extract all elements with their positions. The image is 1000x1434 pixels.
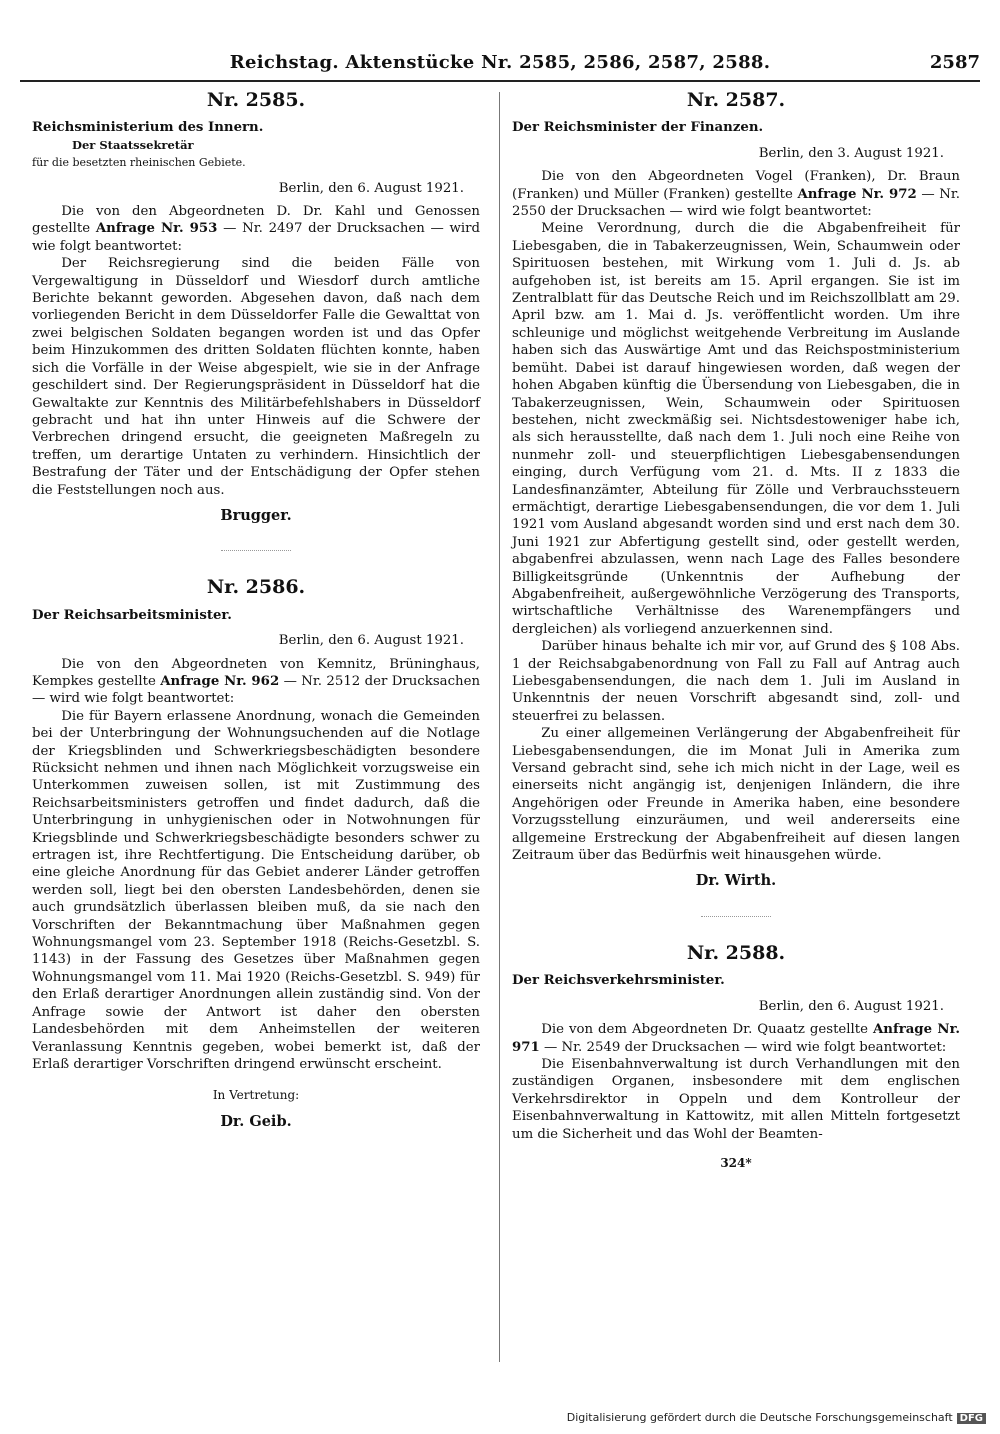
sender: Der Reichsarbeitsminister. [32, 607, 232, 623]
body-paragraph-3: Zu einer allgemeinen Verlängerung der Abgabenfreiheit für Liebesgabensendungen, die im Monat Juli in Amerika zum Versand gebracht sind, sehe ich mich nicht in der Lage, weil es einerseits nicht angängig ist, denjenigen Inländern, die ihre Angehörigen oder Freunde in Amerika haben, eine besondere Vorzugsstellung einzuräumen, und weil andererseits eine allgemeine Erstreckung der Abgabenfreiheit auf diesen langen Zeitraum über das Bedürfnis weit hinausgehen würde. [512, 726, 960, 864]
intro-paragraph [32, 203, 480, 255]
sender: Reichsministerium des Innern. [32, 120, 264, 136]
intro-text-end: — Nr. 2497 der Drucksachen — wird wie folgt beantwortet: [32, 221, 480, 254]
document-number: Nr. 2585. [206, 89, 306, 111]
intro-text-end: — Nr. 2549 der Drucksachen — wird wie folgt beantwortet: [539, 1039, 947, 1055]
intro-text-end: — Nr. 2550 der Drucksachen — wird wie folgt beantwortet: [512, 186, 960, 220]
anfrage-reference: Anfrage Nr. 971 [512, 1022, 960, 1055]
document-number: Nr. 2586. [206, 576, 306, 599]
intro-text: Die von den Abgeordneten D. Dr. Kahl und Genossen gestellte [32, 204, 480, 237]
document-2588 [512, 941, 960, 1143]
running-title: Reichstag. Aktenstücke Nr. 2585, 2586, 2587, 2588. [229, 52, 771, 73]
pre-signature: In Vertretung: [212, 1088, 300, 1103]
digitization-footer [567, 1411, 986, 1424]
intro-text-end: — Nr. 2512 der Drucksachen — wird wie folgt beantwortet: [32, 673, 481, 707]
intro-text: Die von den Abgeordneten Vogel (Franken), Dr. Braun (Franken) und Müller (Franken) gestellte [512, 169, 960, 202]
dateline: Berlin, den 6. August 1921. [278, 180, 464, 196]
dfg-logo: DFG [957, 1413, 986, 1424]
body-paragraph: Die für Bayern erlassene Anordnung, wonach die Gemeinden bei der Unterbringung der Wohnungsuchenden auf die Notlage der Kriegsblinden und Schwerkriegsbeschädigten besondere Rücksicht nehmen und ihnen nach Möglichkeit vorzugsweise ein Unterkommen zuweisen sollen, ist mit Zustimmung des Reichsarbeitsministers getroffen und findet dadurch, daß die Unterbringung in unhygienischen oder in Notwohnungen für Kriegsblinde und Schwerkriegsbeschädigte besonders schwer zu ertragen ist, ihre Rechtfertigung. Die Entscheidung darüber, ob eine gleiche Anordnung für das Gebiet anderer Länder getroffen werden soll, liegt bei den obersten Landesbehörden, denen sie auch grundsätzlich überlassen bleiben muß, da sie nach den Vorschriften der Bekanntmachung über Maßnahmen gegen Wohnungsmangel vom 23. September 1918 (Reichs-Gesetzbl. S. 1143) in der Fassung des Gesetzes über Maßnahmen gegen Wohnungsmangel vom 11. Mai 1920 (Reichs-Gesetzbl. S. 949) für den Erlaß derartiger Anordnungen allein zuständig sind. Von der Anfrage sowie der Antwort ist daher den obersten Landesbehörden mit dem Anheimstellen der weiteren Veranlassung Kenntnis gegeben, wobei bemerkt ist, daß der Erlaß derartiger Vorschriften dringend erwünscht erscheint. [32, 708, 480, 1072]
footer-text: Digitalisierung gefördert durch die Deutsche Forschungsgemeinschaft [566, 1411, 953, 1424]
document-number: Nr. 2588. [686, 941, 786, 964]
document-number: Nr. 2587. [686, 89, 786, 111]
section-separator [221, 550, 291, 551]
page-number: 2587 [929, 52, 980, 73]
body-paragraph-2: Darüber hinaus behalte ich mir vor, auf Grund des § 108 Abs. 1 der Reichsabgabenordnung von Fall zu Fall auf Antrag auch Liebesgabensendungen, die nach dem 1. Juli im Ausland in Unkenntnis der neuen Vorschrift abgesandt sind, zoll- und steuerfrei zu belassen. [512, 639, 960, 724]
intro-paragraph [32, 656, 480, 708]
intro-text: Die von dem Abgeordneten Dr. Quaatz gestellte [541, 1022, 873, 1038]
anfrage-reference: Anfrage Nr. 972 [797, 186, 917, 202]
anfrage-reference: Anfrage Nr. 962 [160, 673, 280, 689]
sender-note: für die besetzten rheinischen Gebiete. [32, 156, 246, 170]
intro-text: Die von den Abgeordneten von Kemnitz, Brüninghaus, Kempkes gestellte [32, 656, 480, 689]
signature: Brugger. [220, 506, 292, 524]
signature: Dr. Wirth. [695, 872, 777, 890]
signature: Dr. Geib. [220, 1112, 292, 1130]
page-header [20, 50, 980, 82]
body-paragraph: Der Reichsregierung sind die beiden Fälle von Vergewaltigung in Düsseldorf und Wiesdorf durch amtliche Berichte bekannt geworden. Abgesehen davon, daß nach dem vorliegenden Bericht in dem Düsseldorfer Falle die Gewalttat von zwei belgischen Soldaten begangen worden ist und das Opfer beim Hinzukommen des dritten Soldaten flüchten konnte, haben sich die Vorfälle in der Weise abgespielt, wie sie in der Anfrage geschildert sind. Der Regierungspräsident in Düsseldorf hat die Gewaltakte zur Kenntnis des Militärbefehlshabers in Düsseldorf gebracht und hat ihn unter Hinweis auf die Schwere der Verbrechen dringend ersucht, die geeigneten Maßregeln zu treffen, um derartige Untaten zu verhindern. Hinsichtlich der Bestrafung der Täter und der Entschädigung der Opfer stehen die Feststellungen noch aus. [32, 256, 480, 498]
dateline: Berlin, den 3. August 1921. [758, 145, 944, 161]
column-divider [499, 92, 500, 1362]
document-2586 [32, 576, 481, 1130]
dateline: Berlin, den 6. August 1921. [278, 633, 464, 649]
intro-paragraph [512, 1021, 960, 1056]
right-column [512, 89, 960, 1172]
document-2587 [512, 89, 960, 890]
document-2585 [32, 89, 480, 524]
sender: Der Reichsminister der Finanzen. [512, 120, 764, 136]
intro-paragraph [512, 168, 960, 220]
body-paragraph-1: Meine Verordnung, durch die die Abgabenfreiheit für Liebesgaben, die in Tabakerzeugnissen, Wein, Schaumwein oder Spirituosen bestehen, mit Wirkung vom 1. Juli d. Js. ab aufgehoben ist, ist bereits am 15. April ergangen. Sie ist im Zentralblatt für das Deutsche Reich und im Reichszollblatt am 29. April bzw. am 1. Mai d. Js. veröffentlicht worden. Um ihre schleunige und möglichst weitgehende Verbreitung im Auslande haben sich das Auswärtige Amt und das Reichspostministerium bemüht. Dabei ist darauf hingewiesen worden, daß wegen der hohen Abgaben künftig die Übersendung von Liebesgaben, die in Tabakerzeugnissen, Wein, Schaumwein oder Spirituosen bestehen, nicht zweckmäßig sei. Nichtsdestoweniger habe ich, als sich herausstellte, daß nach dem 1. Juli noch eine Reihe von nunmehr zoll- und steuerpflichtigen Liebesgabensendungen einging, durch Verfügung vom 21. d. Mts. II z 1833 die Landesfinanzämter, Abteilung für Zölle und Verbrauchssteuern ermächtigt, derartige Liebesgabensendungen, die vor dem 1. Juli 1921 vom Ausland abgesandt worden sind und erst nach dem 30. Juni 1921 zur Abfertigung gestellt sind, oder gestellt werden, abgabenfrei abzulassen, wenn nach Lage des Falles besondere Billigkeitsgründe (Unkenntnis der Aufhebung der Abgabenfreiheit, außergewöhnliche Verzögerung des Transports, wirtschaftliche Verhältnisse des Warenempfängers und dergleichen) als vorliegend anzuerkennen sind. [512, 221, 960, 637]
body-paragraph: Die Eisenbahnverwaltung ist durch Verhandlungen mit den zuständigen Organen, insbesondere mit dem englischen Verkehrsdirektor in Oppeln und dem Kontrolleur der Eisenbahnverwaltung in Kattowitz, mit allen Mitteln fortgesetzt um die Sicherheit und das Wohl der Beamten- [512, 1056, 960, 1142]
dateline: Berlin, den 6. August 1921. [758, 998, 944, 1014]
sender: Der Reichsverkehrsminister. [512, 973, 725, 989]
sender-sub: Der Staatssekretär [72, 137, 194, 152]
sheet-mark: 324* [720, 1155, 752, 1170]
section-separator [701, 916, 771, 917]
anfrage-reference: Anfrage Nr. 953 [95, 221, 218, 237]
left-column [32, 89, 481, 1130]
